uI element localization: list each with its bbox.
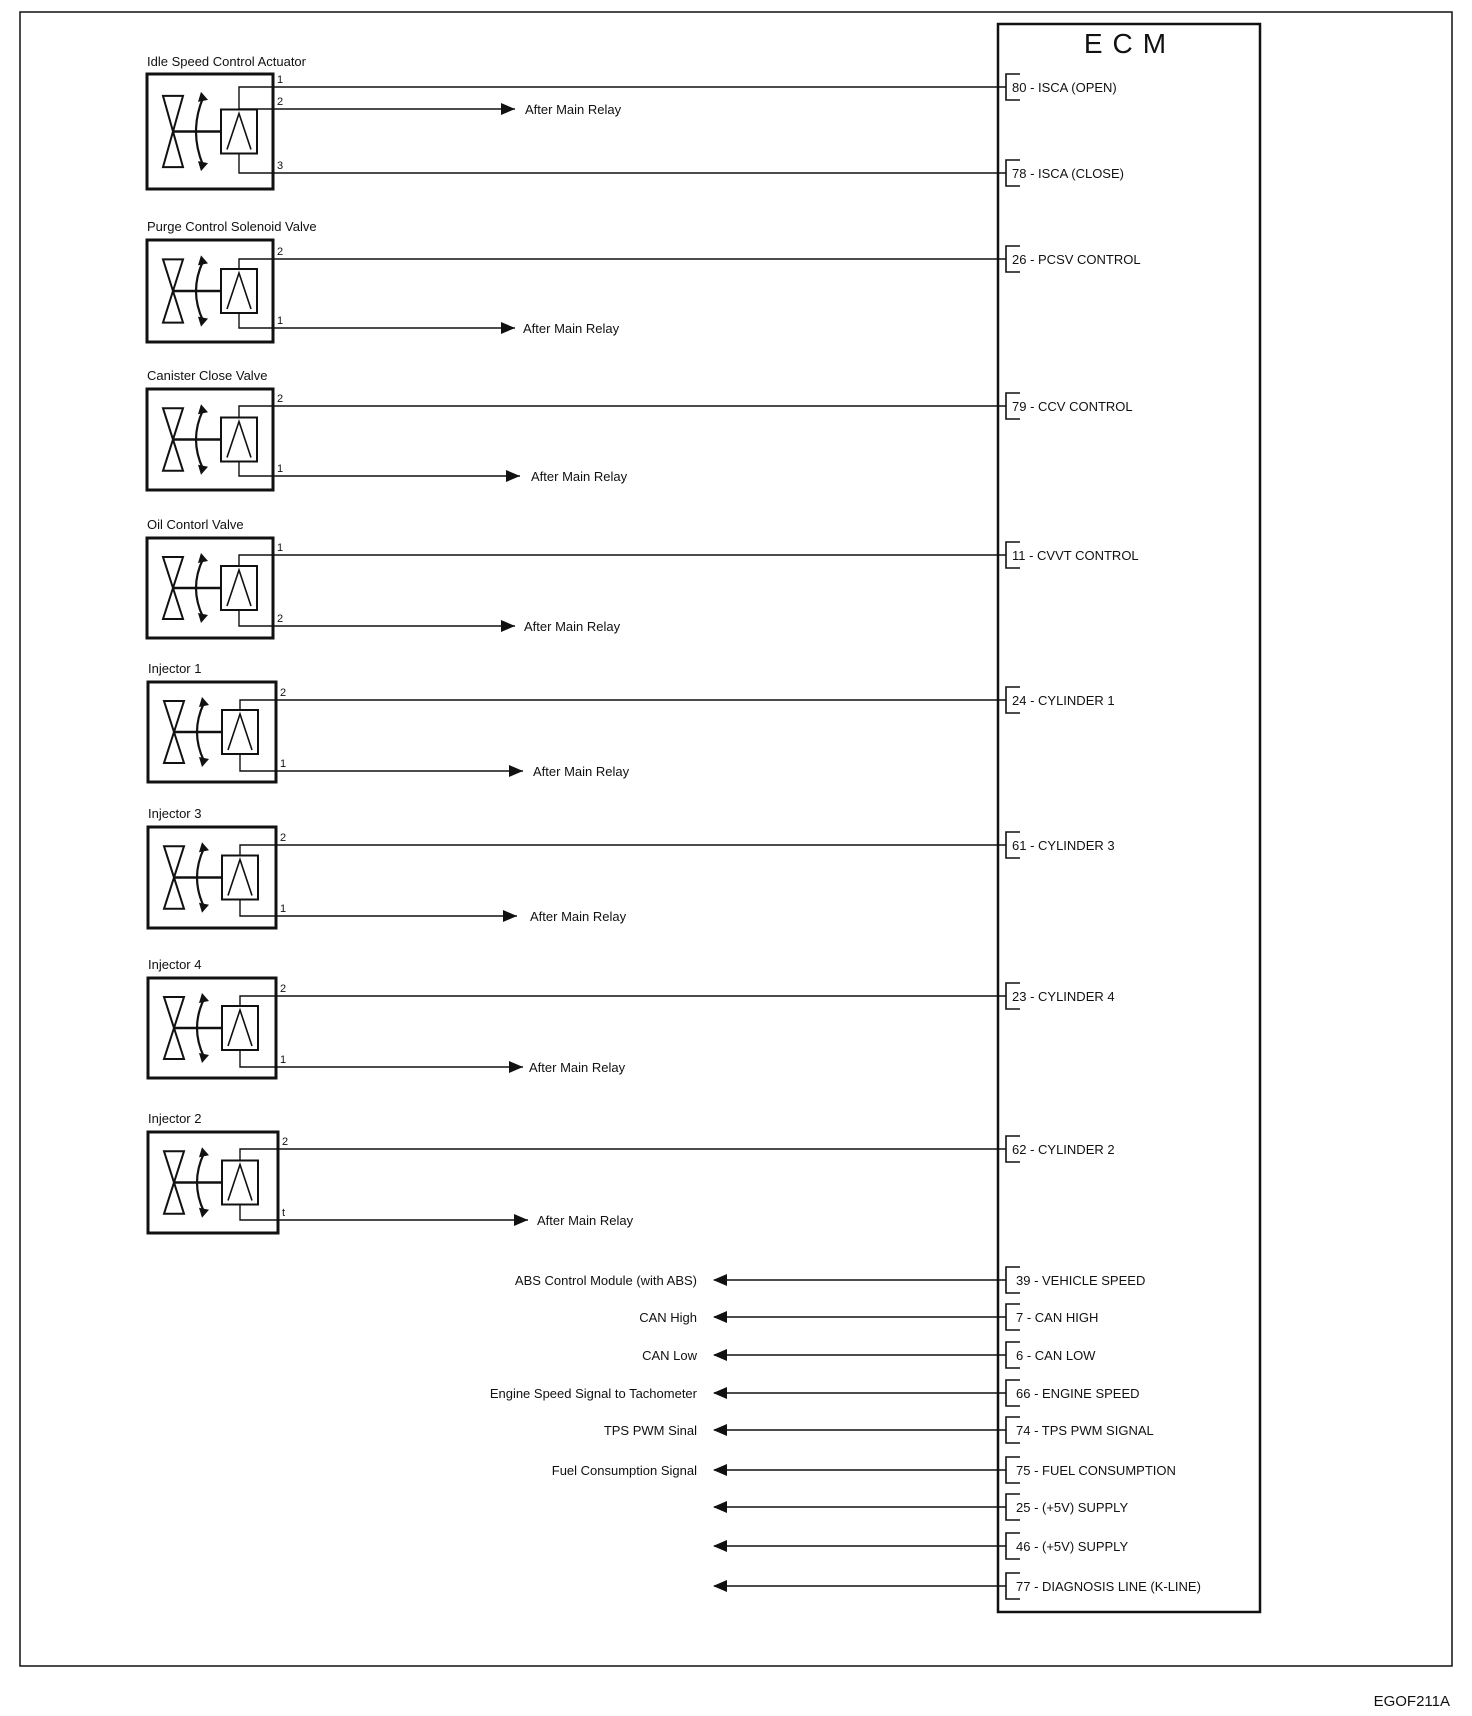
arrowhead-icon [199,903,209,913]
internal-lead [240,1149,278,1161]
coil-triangle-icon [228,714,252,750]
coil-rect-icon [222,856,258,900]
arrow-left-icon [713,1274,727,1286]
coil-triangle-icon [228,860,252,896]
arrowhead-icon [198,465,208,475]
arrowhead-icon [198,553,208,563]
solenoid-valve-icon [164,993,258,1063]
ecm-pin-label: 24 - CYLINDER 1 [1012,693,1115,708]
arrow-right-icon [501,103,515,115]
internal-lead [240,900,276,917]
coil-triangle-icon [227,273,251,309]
arrowhead-icon [198,92,208,102]
coil-triangle-icon [227,570,251,606]
arrowhead-icon [199,697,209,707]
ecm-pin-label: 77 - DIAGNOSIS LINE (K-LINE) [1016,1579,1201,1594]
ecm-pin-label: 75 - FUEL CONSUMPTION [1016,1463,1176,1478]
pin-number: 2 [282,1136,289,1148]
arrowhead-icon [199,757,209,767]
internal-lead [239,555,273,566]
coil-triangle-icon [227,422,251,458]
solenoid-valve-icon [164,697,258,767]
ecm-pin-label: 6 - CAN LOW [1016,1348,1096,1363]
ecm-pin-label: 78 - ISCA (CLOSE) [1012,166,1124,181]
solenoid-valve-icon [163,553,257,623]
arrow-right-icon [503,910,517,922]
coil-rect-icon [221,418,257,462]
arrowhead-icon [198,613,208,623]
internal-lead [240,700,276,710]
arrowhead-icon [199,842,209,852]
arrow-right-icon [501,322,515,334]
internal-lead [239,154,273,174]
coil-triangle-icon [228,1010,252,1046]
relay-label: After Main Relay [533,764,630,779]
relay-label: After Main Relay [525,102,622,117]
arrow-right-icon [501,620,515,632]
actuator-name: Injector 3 [148,806,202,821]
pin-number: 1 [277,463,284,475]
ecm-pin-label: 7 - CAN HIGH [1016,1310,1099,1325]
arrowhead-icon [198,255,208,265]
relay-label: After Main Relay [529,1060,626,1075]
pin-number: 1 [280,758,287,770]
arrowhead-icon [199,1053,209,1063]
arrow-left-icon [713,1580,727,1592]
arrow-left-icon [713,1311,727,1323]
arrow-right-icon [509,1061,523,1073]
arrowhead-icon [198,404,208,414]
relay-label: After Main Relay [537,1213,634,1228]
internal-lead [239,610,273,626]
arrowhead-icon [198,317,208,327]
coil-triangle-icon [228,1165,252,1201]
coil-rect-icon [222,1161,258,1205]
actuator-name: Canister Close Valve [147,368,268,383]
arrow-right-icon [509,765,523,777]
internal-lead [240,1050,276,1067]
internal-lead [239,406,273,418]
coil-rect-icon [221,110,257,154]
relay-label: After Main Relay [524,619,621,634]
pin-number: 1 [277,315,284,327]
arrow-right-icon [506,470,520,482]
arrow-left-icon [713,1424,727,1436]
arrow-left-icon [713,1540,727,1552]
figure-code: EGOF211A [1373,1693,1450,1710]
arrow-left-icon [713,1349,727,1361]
pin-number: 2 [277,613,284,625]
actuator-name: Purge Control Solenoid Valve [147,219,317,234]
output-destination-label: ABS Control Module (with ABS) [514,1273,697,1288]
pin-number: 1 [277,74,284,86]
relay-label: After Main Relay [530,909,627,924]
coil-rect-icon [221,269,257,313]
actuator-name: Idle Speed Control Actuator [147,54,306,69]
ecm-pin-label: 46 - (+5V) SUPPLY [1016,1539,1129,1554]
internal-lead [240,754,276,771]
relay-label: After Main Relay [531,469,628,484]
arrow-left-icon [713,1387,727,1399]
arrowhead-icon [199,1147,209,1157]
ecm-pin-label: 66 - ENGINE SPEED [1016,1386,1140,1401]
wires-layer [147,54,1201,1599]
arrow-left-icon [713,1464,727,1476]
coil-rect-icon [222,710,258,754]
ecm-pin-label: 74 - TPS PWM SIGNAL [1016,1423,1154,1438]
ecm-pin-label: 11 - CVVT CONTROL [1012,548,1139,563]
ecm-title: ECM [1083,28,1177,59]
arrowhead-icon [199,993,209,1003]
ecm-pin-label: 61 - CYLINDER 3 [1012,838,1115,853]
pin-number: 2 [277,246,284,258]
relay-label: After Main Relay [523,321,620,336]
pin-number: 1 [277,542,284,554]
pin-number: 2 [280,983,287,995]
pin-number: 2 [280,832,287,844]
output-destination-label: CAN High [639,1310,697,1325]
ecm-pin-label: 26 - PCSV CONTROL [1012,252,1141,267]
coil-rect-icon [222,1006,258,1050]
internal-lead [239,87,273,110]
diagram-frame [20,12,1452,1666]
coil-rect-icon [221,566,257,610]
internal-lead [240,996,276,1006]
ecm-pin-label: 23 - CYLINDER 4 [1012,989,1115,1004]
actuator-name: Injector 2 [148,1111,202,1126]
arrowhead-icon [198,161,208,171]
actuator-name: Injector 4 [148,957,202,972]
internal-lead [239,462,273,477]
pin-number: 1 [280,1054,287,1066]
actuator-name: Oil Contorl Valve [147,517,244,532]
ecm-pin-label: 79 - CCV CONTROL [1012,399,1133,414]
ecm-pin-label: 80 - ISCA (OPEN) [1012,80,1117,95]
actuator-name: Injector 1 [148,661,202,676]
internal-lead [239,259,273,269]
internal-lead [239,109,273,110]
internal-lead [240,845,276,856]
internal-lead [239,313,273,328]
arrowhead-icon [199,1208,209,1218]
pin-number: 1 [280,903,287,915]
ecm-pin-label: 39 - VEHICLE SPEED [1016,1273,1146,1288]
ecm-pin-label: 62 - CYLINDER 2 [1012,1142,1115,1157]
output-destination-label: Engine Speed Signal to Tachometer [489,1386,697,1401]
pin-number: 2 [280,687,287,699]
pin-number: 2 [277,96,284,108]
pin-number: 3 [277,160,284,172]
internal-lead [240,1205,278,1221]
solenoid-valve-icon [164,842,258,913]
arrow-right-icon [514,1214,528,1226]
ecm-pin-label: 25 - (+5V) SUPPLY [1016,1500,1129,1515]
output-destination-label: TPS PWM Sinal [603,1423,697,1438]
output-destination-label: Fuel Consumption Signal [551,1463,697,1478]
pin-number: 2 [277,393,284,405]
solenoid-valve-icon [163,92,257,171]
solenoid-valve-icon [163,404,257,475]
solenoid-valve-icon [163,255,257,326]
solenoid-valve-icon [164,1147,258,1218]
output-destination-label: CAN Low [642,1348,697,1363]
pin-number: t [282,1207,286,1219]
arrow-left-icon [713,1501,727,1513]
coil-triangle-icon [227,114,251,150]
